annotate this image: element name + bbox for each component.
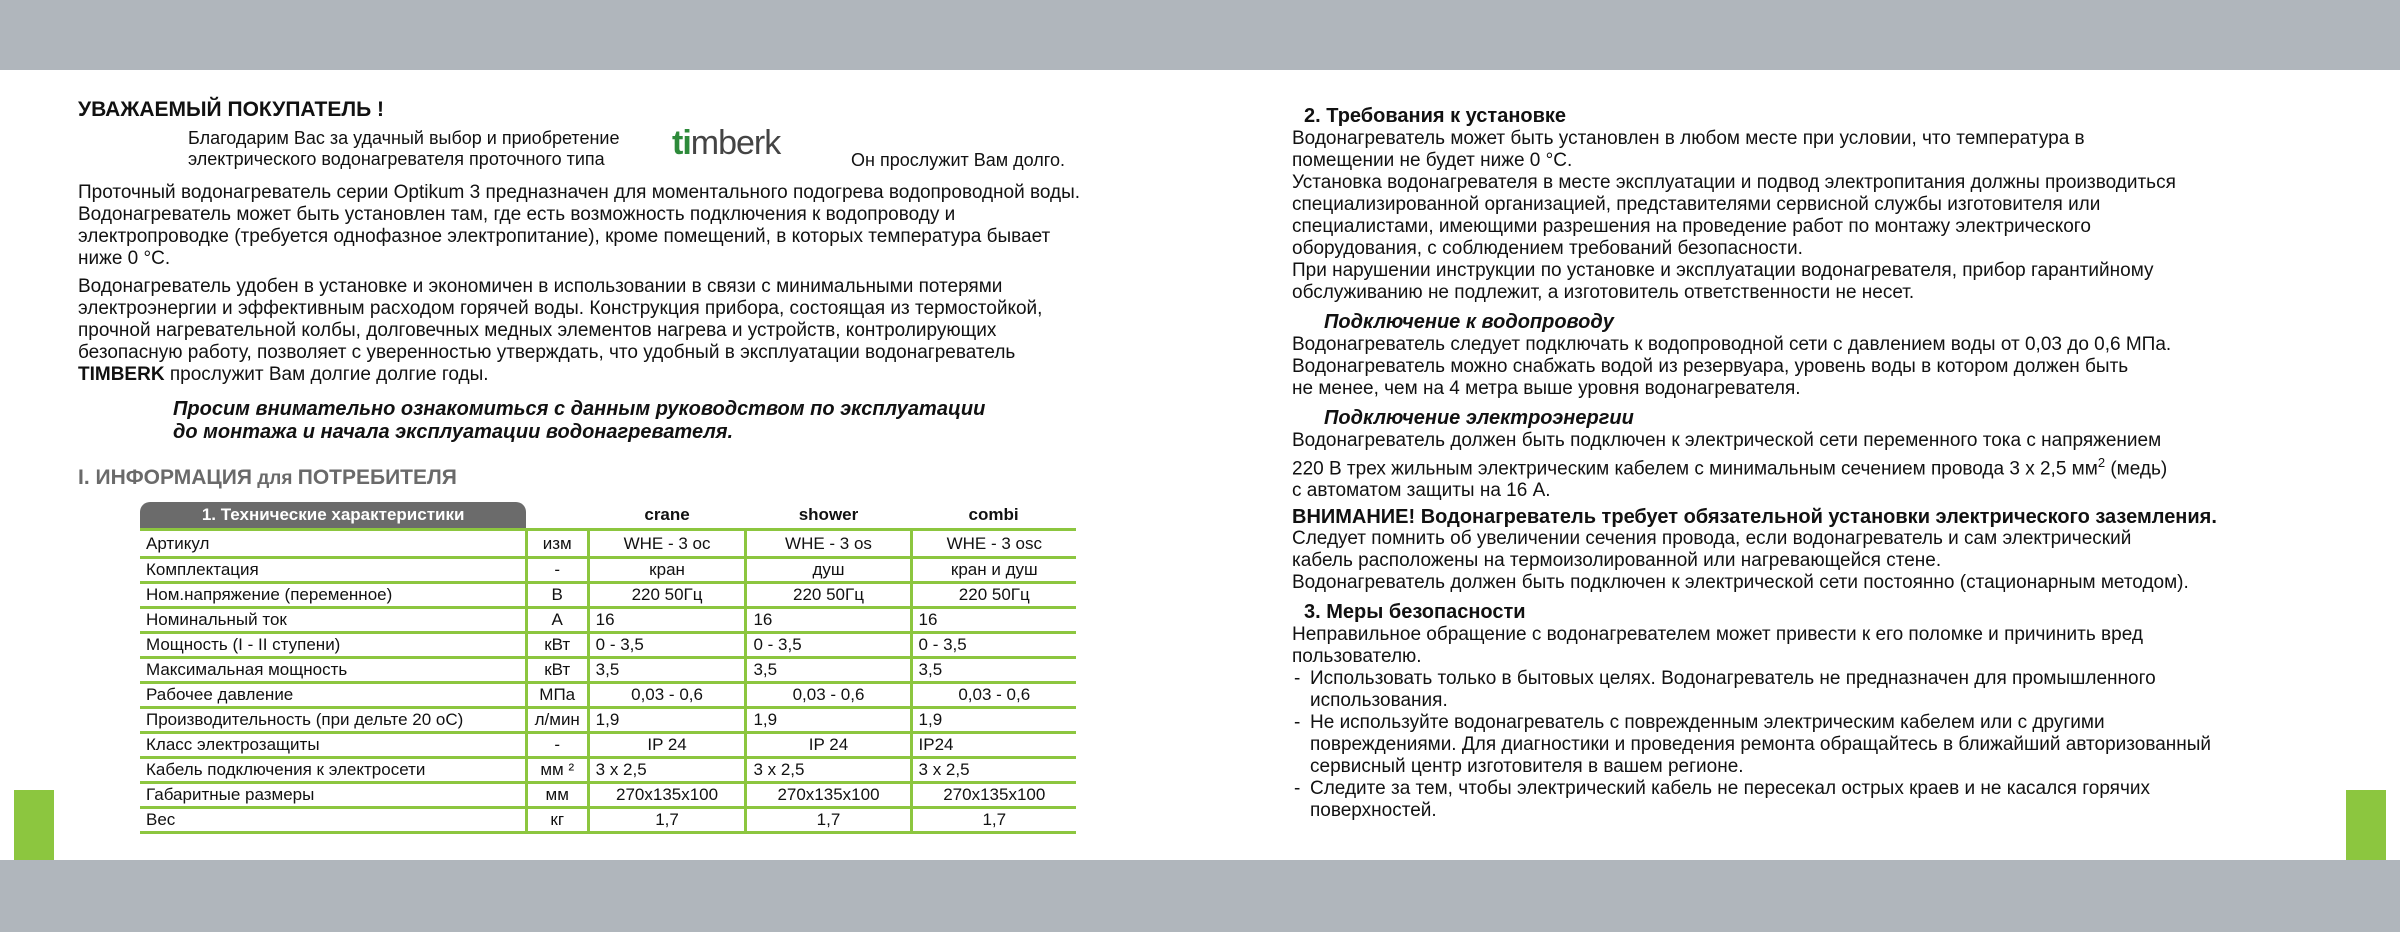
attention-text: ВНИМАНИЕ! Водонагреватель требует обязательной установки электрического заземления.: [1292, 506, 2217, 529]
list-item: - Следите за тем, чтобы электрический кабель не пересекал острых краев и не касался горячих поверхностей.: [1292, 778, 2212, 822]
thanks-line-2: электрического водонагревателя проточного типа: [188, 149, 605, 169]
safety-heading: 3. Меры безопасности: [1304, 601, 1526, 624]
list-item: - Использовать только в бытовых целях. Водонагреватель не предназначен для промышленного использования.: [1292, 668, 2212, 712]
water-heading: Подключение к водопроводу: [1324, 311, 1614, 333]
table-row: Рабочее давление МПа 0,03 - 0,6 0,03 - 0,6 0,03 - 0,6: [140, 683, 1076, 708]
right-column: [1292, 104, 2352, 822]
warning-line-1: Просим внимательно ознакомиться с данным руководством по эксплуатации: [173, 398, 986, 420]
table-row: Кабель подключения к электросети мм ² 3 x 2,5 3 x 2,5 3 x 2,5: [140, 758, 1076, 783]
install-heading: 2. Требования к установке: [1304, 105, 1567, 127]
table-row: Артикул изм WHE - 3 oc WHE - 3 os WHE - 3 osc: [140, 530, 1076, 558]
safety-intro: Неправильное обращение с водонагревателем может привести к его поломке и причинить вред пользователю.: [1292, 624, 2143, 668]
after-attention-text: Следует помнить об увеличении сечения провода, если водонагреватель и сам электрический кабель расположены на термоизолированной или нагревающейся стене. Водонагреватель должен быть подключен к электрической сети постоянно (стационарным методом).: [1292, 528, 2189, 594]
table-row: Класс электрозащиты - IP 24 IP 24 IP24: [140, 733, 1076, 758]
model-combi: combi: [911, 502, 1076, 530]
model-shower: shower: [746, 502, 911, 530]
table-row: Габаритные размеры мм 270x135x100 270x135x100 270x135x100: [140, 783, 1076, 808]
power-text: Водонагреватель должен быть подключен к электрической сети переменного тока с напряжением 220 В трех жильным электрическим кабелем с минимальным сечением провода 3 х 2,5 $мм^2$ (медь) с автоматом защиты на 16 А.: [1292, 430, 2168, 502]
spec-table-header: 1. Технические характеристики: [140, 502, 526, 530]
table-row: Мощность (I - II ступени) кВт 0 - 3,5 0 - 3,5 0 - 3,5: [140, 633, 1076, 658]
left-column: [78, 98, 1098, 834]
spec-table: [140, 502, 1076, 834]
water-text: Водонагреватель следует подключать к водопроводной сети с давлением воды от 0,03 до 0,6 МПа. Водонагреватель можно снабжать водой из резервуара, уровень воды в котором должен быть не менее, чем на 4 метра выше уровня водонагревателя.: [1292, 334, 2172, 399]
model-crane: crane: [588, 502, 746, 530]
section-title: I. ИНФОРМАЦИЯ для ПОТРЕБИТЕЛЯ: [78, 466, 457, 489]
greeting-title: УВАЖАЕМЫЙ ПОКУПАТЕЛЬ !: [78, 98, 385, 121]
table-row: Номинальный ток А 16 16 16: [140, 608, 1076, 633]
warning-line-2: до монтажа и начала эксплуатации водонагревателя.: [173, 421, 734, 443]
table-row: Комплектация - кран душ кран и душ: [140, 558, 1076, 583]
right-green-tab: [2346, 790, 2386, 860]
left-green-tab: [14, 790, 54, 860]
safety-list: [1292, 668, 2212, 822]
features-paragraph: Водонагреватель удобен в установке и экономичен в использовании в связи с минимальными потерями электроэнергии и эффективным расходом горячей воды. Конструкция прибора, состоящая из термостойкой, прочной нагревательной колбы, долговечных медных элементов нагрева и устройств, контролирующих безопасную работу, позволяет с уверенностью утверждать, что удобный в эксплуатации водонагреватель TIMBERK прослужит Вам долгие долгие годы.: [78, 276, 1043, 385]
serves-text: Он прослужит Вам долго.: [851, 150, 1065, 170]
timberk-logo: ti mberk: [672, 124, 781, 162]
thanks-line-1: Благодарим Вас за удачный выбор и приобретение: [188, 128, 620, 148]
table-row: Ном.напряжение (переменное) В 220 50Гц 220 50Гц 220 50Гц: [140, 583, 1076, 608]
table-row: Вес кг 1,7 1,7 1,7: [140, 808, 1076, 833]
install-text: Водонагреватель может быть установлен в любом месте при условии, что температура в помещении не будет ниже 0 °С. Установка водонагревателя в месте эксплуатации и подвод электропитания должны производиться специализированной организацией, представителями сервисной службы изготовителя или специалистами, имеющими разрешения на проведение работ по монтажу электрического оборудования, с соблюдением требований безопасности. При нарушении инструкции по установке и эксплуатации водонагревателя, прибор гарантийному обслуживанию не подлежит, а изготовитель ответственности не несет.: [1292, 128, 2176, 303]
list-item: - Не используйте водонагреватель с поврежденным электрическим кабелем или с другими повреждениями. Для диагностики и проведения ремонта обращайтесь в ближайший авторизованный сервисный центр изготовителя в вашем регионе.: [1292, 712, 2212, 778]
table-row: Максимальная мощность кВт 3,5 3,5 3,5: [140, 658, 1076, 683]
power-heading: Подключение электроэнергии: [1324, 407, 1634, 429]
intro-paragraph: Проточный водонагреватель серии Optikum 3 предназначен для моментального подогрева водопроводной воды. Водонагреватель может быть установлен там, где есть возможность подключения к водопроводу и электропроводке (требуется однофазное электропитание), кроме помещений, в которых температура бывает ниже 0 °С.: [78, 182, 1081, 269]
table-row: Производительность (при дельте 20 оС) л/мин 1,9 1,9 1,9: [140, 708, 1076, 733]
